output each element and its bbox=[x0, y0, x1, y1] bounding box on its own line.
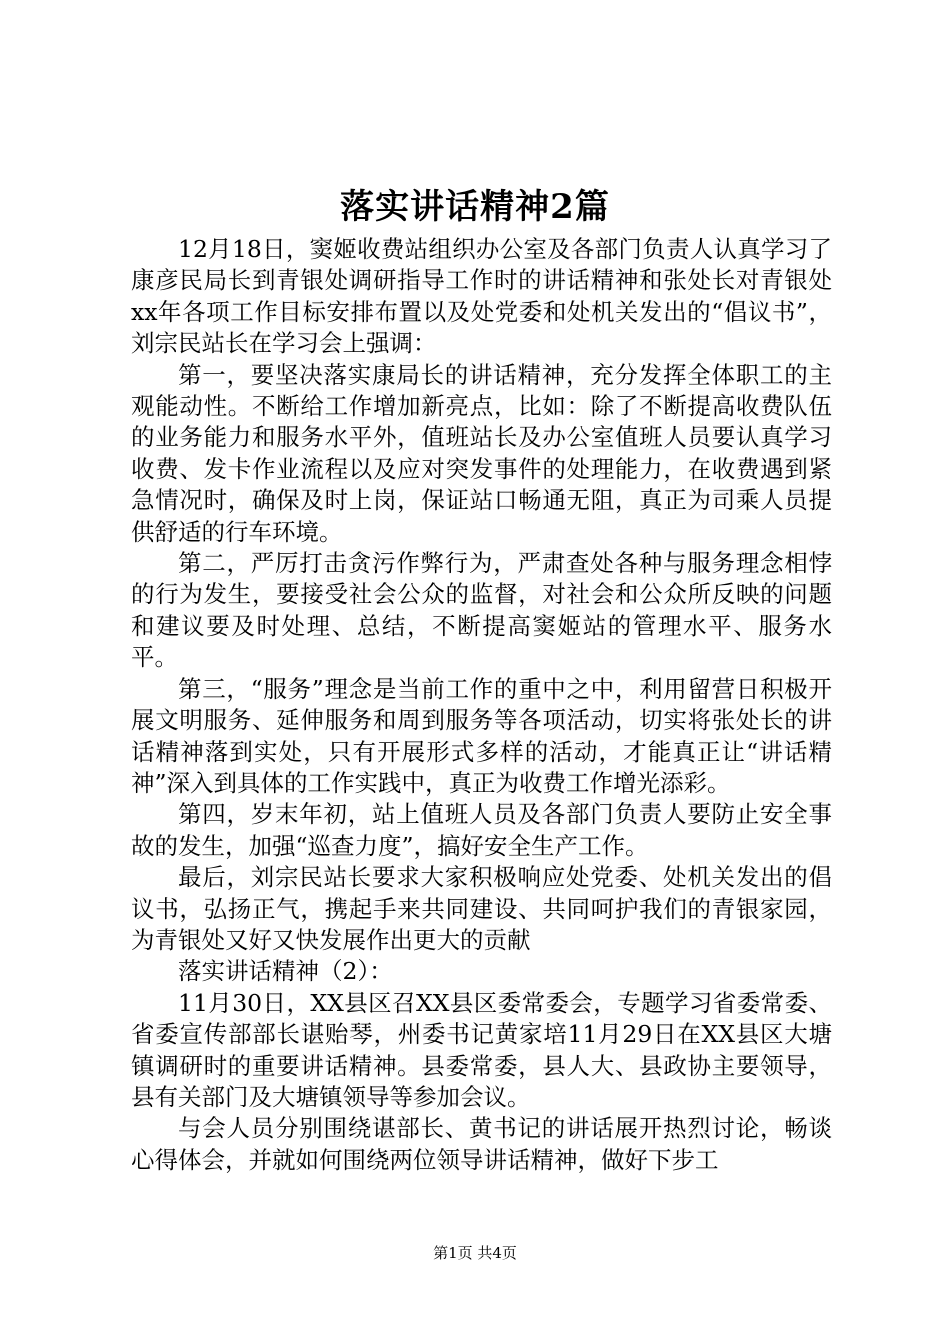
document-title: 落实讲话精神2篇 bbox=[340, 187, 610, 227]
paragraph: 第二，严厉打击贪污作弊行为，严肃查处各种与服务理念相悖的行为发生，要接受社会公众的监督，对社会和公众所反映的问题和建议要及时处理、总结，不断提高窦姬站的管理水平、服务水平。 bbox=[131, 549, 832, 672]
page-footer: 第1页 共4页 bbox=[433, 1244, 517, 1262]
paragraph: 最后，刘宗民站长要求大家积极响应处党委、处机关发出的倡议书，弘扬正气，携起手来共同建设、共同呵护我们的青银家园，为青银处又好又快发展作出更大的贡献 bbox=[131, 863, 832, 954]
paragraph: 12月18日，窦姬收费站组织办公室及各部门负责人认真学习了康彦民局长到青银处调研指导工作时的讲话精神和张处长对青银处xx年各项工作目标安排布置以及处党委和处机关发出的“倡议书”，刘宗民站长在学习会上强调： bbox=[131, 235, 832, 358]
section-heading: 落实讲话精神（2）： bbox=[178, 957, 393, 986]
paragraph: 第一，要坚决落实康局长的讲话精神，充分发挥全体职工的主观能动性。不断给工作增加新亮点，比如：除了不断提高收费队伍的业务能力和服务水平外，值班站长及办公室值班人员要认真学习收费、发卡作业流程以及应对突发事件的处理能力，在收费遇到紧急情况时，确保及时上岗，保证站口畅通无阻，真正为司乘人员提供舒适的行车环境。 bbox=[131, 360, 832, 546]
paragraph: 第三，“服务”理念是当前工作的重中之中，利用留营日积极开展文明服务、延伸服务和周到服务等各项活动，切实将张处长的讲话精神落到实处，只有开展形式多样的活动，才能真正让“讲话精神”深入到具体的工作实践中，真正为收费工作增光添彩。 bbox=[131, 674, 832, 797]
document-body bbox=[131, 234, 832, 1176]
paragraph: 11月30日，XX县区召XX县区委常委会，专题学习省委常委、省委宣传部部长谌贻琴，州委书记黄家培11月29日在XX县区大塘镇调研时的重要讲话精神。县委常委，县人大、县政协主要领导，县有关部门及大塘镇领导等参加会议。 bbox=[131, 988, 832, 1111]
paragraph: 与会人员分别围绕谌部长、黄书记的讲话展开热烈讨论，畅谈心得体会，并就如何围绕两位领导讲话精神，做好下步工 bbox=[131, 1114, 832, 1174]
paragraph: 第四，岁末年初，站上值班人员及各部门负责人要防止安全事故的发生，加强“巡查力度”，搞好安全生产工作。 bbox=[131, 800, 832, 860]
